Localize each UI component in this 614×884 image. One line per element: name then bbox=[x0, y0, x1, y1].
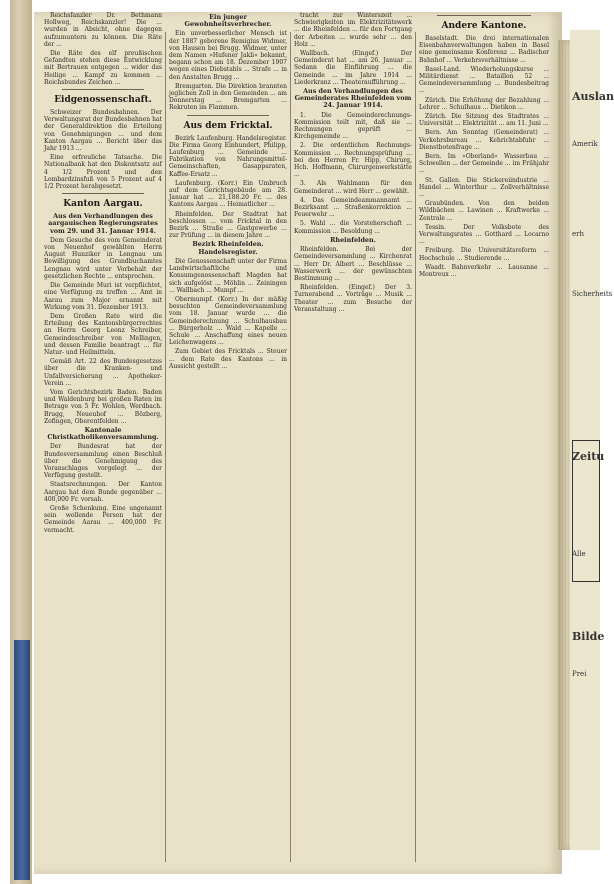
article-paragraph: Ein unverbesserlicher Mensch ist der 1887 geborene Remigius Widmer, von Hausen bei Brugg. Widmer, unter dem Namen »Hufener Jakli« bekannt, begann schon am 18. Dezember 1907 wegen eines Diebstahls ... Strafe ... in den Anstalten Brugg ... bbox=[169, 30, 287, 81]
adjacent-page-fragment: Amerik bbox=[572, 140, 598, 148]
article-paragraph: 4. Das Gemeindeammannamt ... Bezirksamt ... Straßenkorrektion ... Feuerwehr ... bbox=[294, 196, 412, 219]
section-heading: Kanton Aargau. bbox=[63, 199, 143, 210]
section-heading: Aus dem Fricktal. bbox=[183, 120, 273, 131]
sub-heading: Bezirk Rheinfelden. Handelsregister. bbox=[192, 240, 264, 256]
article-paragraph: Gemäß Art. 22 des Bundesgesetzes über die Kranken- und Unfallversicherung ... Apotheker-Verein ... bbox=[44, 358, 162, 387]
article-paragraph: Graubünden. Von den beiden Wildbächen ... Lawinen ... Kraftwerke ... Zentrale ... bbox=[419, 200, 549, 222]
book-spine-binding bbox=[14, 640, 30, 880]
section-heading: Eidgenossenschaft. bbox=[54, 95, 152, 106]
article-paragraph: Bern. Am Sonntag (Gemeinderat) ... Verkehrsbureau ... Kehrichtabfuhr ... Dienstbotenfrage ... bbox=[419, 129, 549, 151]
sub-heading: Aus den Verhandlungen des aargauischen Regierungsrates vom 29. und 31. Januar 1914. bbox=[48, 212, 158, 235]
article-paragraph: Der Bundesrat hat der Bundesversammlung einen Beschluß über die Genehmigung des Voranschlages vorgelegt ... der Verfügung gestellt. bbox=[44, 443, 162, 480]
adjacent-page-fragment: Alle bbox=[572, 550, 586, 558]
sub-heading: Rheinfelden. bbox=[330, 235, 376, 244]
column-2 bbox=[169, 12, 287, 874]
article-paragraph: Eine erfreuliche Tatsache. Die Nationalbank hat den Diskontsatz auf 4 1/2 Prozent und den Lombardzinsfuß von 5 Prozent auf 4 1/2 Prozent herabgesetzt. bbox=[44, 154, 162, 191]
article-paragraph: tracht zur Winterszeit ... Schwierigkeiten im Elektrizitätswerk ... die Rheinfelden ... für den Fortgang der Arbeiten ... wurde sehr ... den Holz ... bbox=[294, 12, 412, 48]
article-paragraph: Obermumpf. (Korr.) In der mäßig besuchten Gemeindeversammlung vom 18. Januar wurde ... die Gemeinderechnung ... Schulhausbau ... Bürgerholz ... Wald ... Kapelle ... Schule ... Anschaffung eines neuen Leichenwagens ... bbox=[169, 295, 287, 347]
article-paragraph: Reichsfanzler Dr. Bethmann Hollweg, Reichskanzler! Die ... wurden in Absicht, ohne dagegen aufzumuntern zu können. Die Räte der ... bbox=[44, 12, 162, 48]
sub-heading: Aus den Verhandlungen des Gemeinderates Rheinfelden vom 24. Januar 1914. bbox=[294, 87, 412, 110]
adjacent-page-fragment: Prei bbox=[572, 670, 587, 678]
advertisement-frame bbox=[572, 440, 600, 582]
column-1 bbox=[44, 12, 162, 874]
article-paragraph: Wallbach. (Eingef.) Der Gemeinderat hat ... am 26. Januar ... Sodann die Einführung ... die Gemeinde ... im Jahre 1914 ... Liederkranz ... Theateraufführung ... bbox=[294, 50, 412, 86]
article-paragraph: Laufenburg. (Korr.) Ein Umbruch auf dem Gerichtsgebäude am 28. Januar hat ... 21,188.20 Fr. ... des Kantons Aargau ... Heimatlicher ... bbox=[169, 179, 287, 209]
heading-rule bbox=[437, 15, 531, 16]
article-paragraph: Waadt. Bahnverkehr ... Lausanne ... Montreux ... bbox=[419, 263, 549, 279]
article-paragraph: Rheinfelden. Bei der Gemeindeversammlung ... Kirchenrat ... Herr Dr. Albert ... Beschlüsse ... Wasserwerk ... der gewünschten Bestimmung ... bbox=[294, 246, 412, 282]
article-paragraph: Tessin. Der Volksbote des Verwaltungsrates ... Gotthard ... Locarno ... bbox=[419, 223, 549, 246]
adjacent-page-fragment: Auslan bbox=[572, 90, 614, 103]
article-paragraph: Bern. Im »Oberland« Wasserbau ... Schwellen ... der Gemeinde ... im Frühjahr ... bbox=[419, 153, 549, 175]
article-paragraph: 2. Die ordentlichen Rechnungs-Kommission ... Rechnungsprüfung ... bei den Herren Fr. Hipp, Chirurg, Hch. Hoffmann, Chirurgenwerkstätte ... bbox=[294, 142, 412, 179]
article-paragraph: Basel-Land. Wiederholungskurse ... Militärdienst ... Bataillon 52 ... Gemeindeversammlung ... Bundesbeitrag ... bbox=[419, 65, 549, 95]
sub-heading: Ein junger Gewohnheitsverbrecher. bbox=[184, 13, 272, 29]
adjacent-page bbox=[570, 30, 614, 850]
article-paragraph: Baselstadt. Die drei internationalen Eisenbahnverwaltungen haben in Basel eine gemeinsame Konferenz ... Badischer Bahnhof ... Verkehrsverhältnisse ... bbox=[419, 35, 549, 64]
sub-heading: Kantonale Christkatholikenversammlung. bbox=[47, 425, 159, 442]
adjacent-page-fragment: erh bbox=[572, 230, 584, 238]
adjacent-page-fragment: Bilde bbox=[572, 630, 605, 643]
article-paragraph: Rheinfelden. (Eingef.) Der 3. Turnerabend ... Vorträge ... Musik ... Theater ... zum Besuche der Veranstaltung ... bbox=[294, 284, 412, 313]
article-paragraph: Zum Gebiet des Fricktals ... Steuer ... dem Rate des Kantons ... in Aussicht gestellt ... bbox=[169, 348, 287, 370]
article-paragraph: Staatsrechnungen. Der Kanton Aargau hat dem Bunde gegenüber ... 400,000 Fr. vorsah. bbox=[44, 481, 162, 503]
adjacent-page-fragment: Sicherheits bbox=[572, 290, 613, 298]
article-paragraph: Die Gemeinde Muri ist verpflichtet, eine Verfügung zu treffen ... Amt in Aarau zum Major ernannt mit Wirkung vom 31. Dezember 1913. bbox=[44, 282, 162, 311]
column-3 bbox=[294, 12, 412, 874]
article-paragraph: 1. Die Gemeinderechnungs-Kommission teilt mit, daß sie ... Rechnungen geprüft ... Kirchgemeinde ... bbox=[294, 111, 412, 141]
section-heading: Andere Kantone. bbox=[441, 21, 527, 31]
adjacent-page-fragment: Zeitu bbox=[572, 450, 605, 463]
article-paragraph: Rheinfelden. Der Stadtrat hat beschlossen ... vom Fricktal in den Bezirk ... Straße ... Gastgewerbe ... zur Prüfung ... in diesem Jahre ... bbox=[169, 210, 287, 240]
article-paragraph: Bezirk Laufenburg. Handelsregister. Die Firma Georg Einhundert, Philipp, Laufenburg ... Gemeinde ... Fabrikation von Nahrungsmittel-Gemeinschaften, Gasapparaten, Kaffee-Ersatz ... bbox=[169, 134, 287, 178]
column-divider bbox=[290, 32, 291, 862]
article-paragraph: St. Gallen. Die Stickereiindustrie ... Handel ... Winterthur ... Zollverhältnisse ... bbox=[419, 176, 549, 199]
article-paragraph: Dem Gesuche des vom Gemeinderat von Neuenhof gewählten Herrn August Hunziker in Lengnau um Bewilligung des Grundbuchamtes Lengnau wird unter Vorbehalt der gesetzlichen Rechte ... entsprochen. bbox=[44, 236, 162, 280]
heading-rule bbox=[62, 89, 144, 90]
article-paragraph: Große Schenkung. Eine ungenannt sein wollende Person hat der Gemeinde Aarau ... 400,000 Fr. vermacht. bbox=[44, 504, 162, 534]
column-divider bbox=[415, 32, 416, 862]
heading-rule bbox=[187, 115, 269, 116]
column-4 bbox=[419, 12, 549, 874]
article-paragraph: Freiburg. Die Universitätsreform ... Hochschule ... Studierende ... bbox=[419, 247, 549, 262]
article-paragraph: Zürich. Die Sitzung des Stadtrates ... Universität ... Elektrizität ... am 11. Juni ... bbox=[419, 113, 549, 128]
article-paragraph: 5. Wahl ... die Vorsteherschaft ... Kommission ... Besoldung ... bbox=[294, 220, 412, 235]
article-paragraph: Bremgarten. Die Direktion brannten jeglichen Zoll in den Gemeinden ... am Donnerstag ... Bremgarten ... Rekruten im Flammen. bbox=[169, 82, 287, 112]
newspaper-page bbox=[34, 12, 562, 874]
article-paragraph: 3. Als Wahlmann für den Gemeinderat ... wird Herr ... gewählt. bbox=[294, 180, 412, 195]
article-paragraph: Dem Großen Rate wird die Erteilung des Kantonsbürgerrechtes an Herrn Georg Leonz Schreiber, Gemeindeschreiber von Mellingen, und dessen Familie beantragt ... für Natur- und Heilmitteln. bbox=[44, 312, 162, 356]
article-paragraph: Schweizer Bundesbahnen. Der Verwaltungsrat der Bundesbahnen hat der Generaldirektion die Erteilung von Genehmigungen ... und dem Kanton Aargau ... Bericht über das Jahr 1913 ... bbox=[44, 109, 162, 153]
column-divider bbox=[165, 32, 166, 862]
article-paragraph: Zürich. Die Erhöhung der Bezahlung ... Lehrer ... Schulhaus ... Dietikon ... bbox=[419, 96, 549, 111]
article-paragraph: Vom Gerichtsbezirk Baden. Baden und Waldenburg bei großen Raten im Betrage von 5 Fr. Wohlen, Werdbach. Brugg, Neuenhof ... Bözberg, Zofingen, Oberentfelden ... bbox=[44, 388, 162, 425]
heading-rule bbox=[62, 193, 144, 194]
article-paragraph: Die Räte des elf preußischen Gefandten stehen diese Entwicklung mit Bertrauen entgegen ... wider das Heilige ... Kampf zu kommen ... Reichsbundes Zeichen ... bbox=[44, 50, 162, 86]
article-paragraph: Die Genossenschaft unter der Firma Landwirtschaftliche und Konsumgenossenschaft Magden hat sich aufgelöst ... Möhlin ... Zeiningen ... Wallbach ... Mumpf ... bbox=[169, 257, 287, 294]
